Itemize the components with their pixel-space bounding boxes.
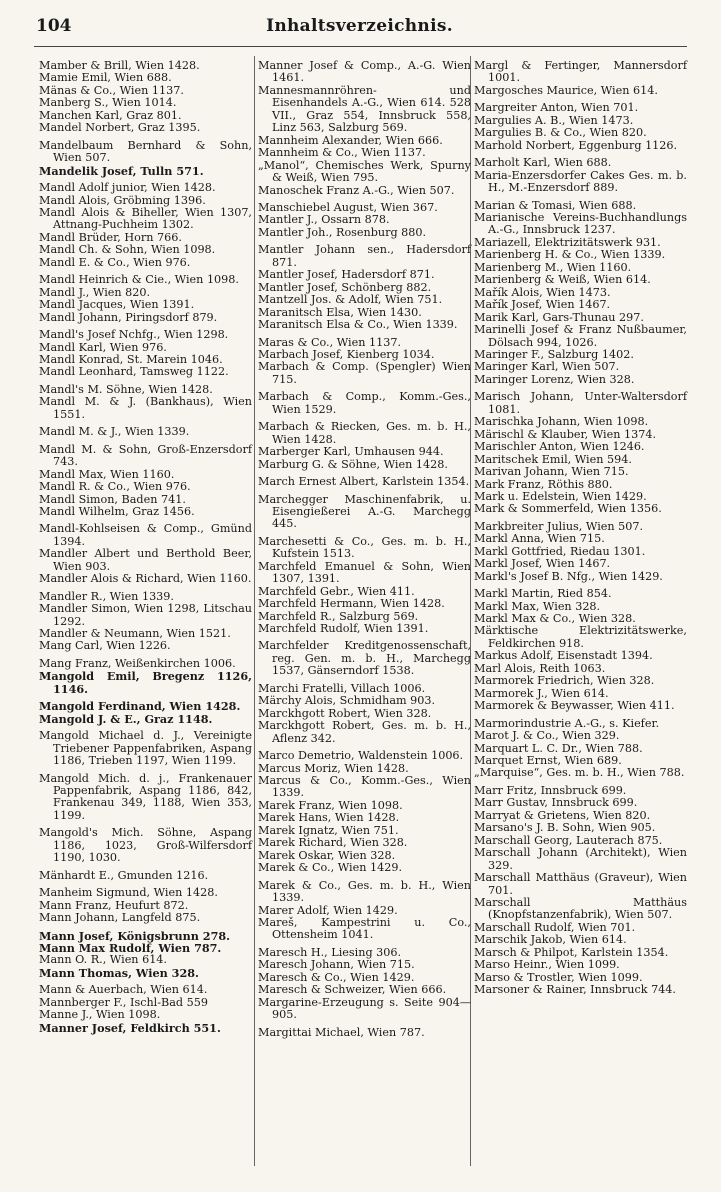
index-entry: Marchfeld Emanuel & Sohn, Wien 1307, 1391. — [258, 559, 471, 586]
index-entry: Mandl's M. Söhne, Wien 1428. — [39, 382, 213, 396]
index-entry: Marchfeld Hermann, Wien 1428. — [258, 597, 445, 611]
index-entry: Marr Fritz, Innsbruck 699. — [474, 783, 627, 797]
index-entry: Mařík Josef, Wien 1467. — [474, 298, 611, 312]
index-entry: Marchi Fratelli, Villach 1006. — [258, 681, 426, 695]
index-entry: Mangold Mich. d. j., Frankenauer Pappenfabrik, Aspang 1186, 842, Frankenau 349, 1188, Wien 353, 1199. — [39, 771, 252, 822]
index-entry: Mang Carl, Wien 1226. — [39, 639, 171, 653]
header-rule — [34, 46, 687, 47]
index-entry: Marsch & Philpot, Karlstein 1354. — [474, 945, 669, 959]
index-entry: Margreiter Anton, Wien 701. — [474, 101, 639, 115]
index-entry: Margulies A. B., Wien 1473. — [474, 113, 634, 127]
index-entry: Märktische Elektrizitätswerke, Feldkirchen 918. — [474, 624, 687, 650]
index-entry: Mantler Joh., Rosenburg 880. — [258, 225, 427, 239]
index-entry: Marco Demetrio, Waldenstein 1006. — [258, 749, 464, 763]
index-entry: Mänas & Co., Wien 1137. — [39, 83, 184, 97]
index-entry: Marchfeld Rudolf, Wien 1391. — [258, 622, 429, 636]
index-entry: Mangold Emil, Bregenz 1126, 1146. — [39, 669, 252, 696]
index-entry: Manschiebel August, Wien 367. — [258, 200, 438, 214]
index-entry: Mandl Alois, Gröbming 1396. — [39, 193, 206, 207]
index-entry: Markbreiter Julius, Wien 507. — [474, 519, 644, 533]
index-entry: Mandl Konrad, St. Marein 1046. — [39, 352, 223, 366]
index-entry: Marisch Johann, Unter-Waltersdorf 1081. — [474, 390, 687, 416]
index-entry: Marienberg M., Wien 1160. — [474, 260, 632, 274]
index-entry: Mann & Auerbach, Wien 614. — [39, 983, 208, 997]
index-entry: Marmorek J., Wien 614. — [474, 686, 609, 700]
index-entry: Marcus Moriz, Wien 1428. — [258, 761, 409, 775]
index-entry: Manberg S., Wien 1014. — [39, 96, 177, 110]
index-entry: Maringer Karl, Wien 507. — [474, 360, 620, 374]
index-entry: Markl Josef, Wien 1467. — [474, 557, 611, 571]
index-entry: Mangold Michael d. J., Vereinigte Triebener Pappenfabriken, Aspang 1186, Trieben 1197, Wien 1199. — [39, 729, 252, 768]
index-entry: Marchfelder Kreditgenossenschaft, reg. Gen. m. b. H., Marchegg 1537, Gänserndorf 1538. — [258, 639, 471, 678]
index-entry: Mandl Heinrich & Cie., Wien 1098. — [39, 273, 239, 287]
index-entry: Margl & Fertinger, Mannersdorf 1001. — [474, 59, 687, 85]
index-entry: March Ernest Albert, Karlstein 1354. — [258, 475, 470, 489]
index-entry: Mänhardt E., Gmunden 1216. — [39, 868, 209, 882]
index-entry: Mandl Leonhard, Tamsweg 1122. — [39, 365, 229, 379]
index-entry: Mann Franz, Heufurt 872. — [39, 898, 189, 912]
index-entry: Mantler Johann sen., Hadersdorf 871. — [258, 243, 471, 269]
index-entry: Marienberg H. & Co., Wien 1339. — [474, 248, 666, 262]
index-entry: Mangold Ferdinand, Wien 1428. — [39, 699, 241, 714]
index-entry: Mantzell Jos. & Adolf, Wien 751. — [258, 293, 443, 307]
index-entry: Mann Johann, Langfeld 875. — [39, 911, 201, 925]
index-entry: Marianische Vereins-Buchhandlungs A.-G., Innsbruck 1237. — [474, 210, 687, 237]
index-entry: Maringer Lorenz, Wien 328. — [474, 372, 635, 386]
index-entry: Marek Richard, Wien 328. — [258, 836, 408, 850]
index-entry: Mandelik Josef, Tulln 571. — [39, 163, 204, 178]
index-entry: Marchegger Maschinenfabrik, u. Eisengießerei A.-G. Marchegg 445. — [258, 492, 471, 531]
index-entry: Marchfeld Gebr., Wien 411. — [258, 584, 415, 598]
index-entry: Märchy Alois, Schmidham 903. — [258, 694, 436, 708]
index-entry: Mannberger F., Ischl-Bad 559 — [39, 995, 208, 1009]
index-entry: Maranitsch Elsa, Wien 1430. — [258, 305, 422, 319]
index-entry: Mandler R., Wien 1339. — [39, 589, 174, 603]
index-entry: Manoschek Franz A.-G., Wien 507. — [258, 183, 455, 197]
index-entry: Mantler Josef, Schönberg 882. — [258, 280, 432, 294]
index-entry: Marso Heinr., Wien 1099. — [474, 958, 620, 972]
index-entry: Marinelli Josef & Franz Nußbaumer, Dölsach 994, 1026. — [474, 323, 687, 349]
index-entry: Mandl Wilhelm, Graz 1456. — [39, 504, 195, 518]
index-entry: Marik Karl, Gars-Thunau 297. — [474, 310, 644, 324]
index-entry: Marhold Norbert, Eggenburg 1126. — [474, 138, 678, 152]
index-entry: Marschall Johann (Architekt), Wien 329. — [474, 846, 687, 872]
index-entry: Marek Hans, Wien 1428. — [258, 811, 400, 825]
index-entry: Mandl's Josef Nchfg., Wien 1298. — [39, 328, 229, 342]
index-entry: Marischler Anton, Wien 1246. — [474, 440, 645, 454]
index-entry: Margosches Maurice, Wien 614. — [474, 83, 658, 97]
index-entry: Mandl Max, Wien 1160. — [39, 467, 175, 481]
index-entry: Mann Thomas, Wien 328. — [39, 965, 199, 980]
index-entry: Mann Josef, Königsbrunn 278. — [39, 928, 231, 943]
index-entry: Marschall Matthäus (Knopfstanzenfabrik), Wien 507. — [474, 896, 687, 922]
index-entry: Maresch Johann, Wien 715. — [258, 958, 415, 972]
index-entry: Manchen Karl, Graz 801. — [39, 108, 182, 122]
index-entry: Marberger Karl, Umhausen 944. — [258, 445, 444, 459]
index-entry: Mandler Alois & Richard, Wien 1160. — [39, 572, 252, 586]
column-divider — [254, 56, 255, 1166]
index-entry: Marryat & Grietens, Wien 820. — [474, 808, 651, 822]
index-entry: Marckhgott Robert, Wien 328. — [258, 706, 432, 720]
index-entry: Mandl J., Wien 820. — [39, 285, 151, 299]
index-entry: Marbach Josef, Kienberg 1034. — [258, 347, 435, 361]
index-entry: Mannheim Alexander, Wien 666. — [258, 133, 443, 147]
index-entry: Marek Ignatz, Wien 751. — [258, 823, 399, 837]
index-entry: Maringer F., Salzburg 1402. — [474, 347, 634, 361]
index-entry: Marso & Trostler, Wien 1099. — [474, 970, 643, 984]
index-entry: Mariazell, Elektrizitätswerk 931. — [474, 235, 661, 249]
index-entry: Margittai Michael, Wien 787. — [258, 1025, 425, 1039]
index-entry: Mařík Alois, Wien 1473. — [474, 285, 611, 299]
index-entry: Mandl Simon, Baden 741. — [39, 492, 186, 506]
page-number: 104 — [36, 16, 72, 36]
index-column-2 — [258, 60, 471, 1039]
index-entry: Mangold J. & E., Graz 1148. — [39, 711, 213, 726]
page-title: Inhaltsverzeichnis. — [266, 16, 453, 36]
index-entry: Manner Josef & Comp., A.-G. Wien 1461. — [258, 59, 471, 85]
index-entry: Marchesetti & Co., Ges. m. b. H., Kufstein 1513. — [258, 534, 471, 561]
index-entry: Mandelbaum Bernhard & Sohn, Wien 507. — [39, 138, 252, 165]
page-header — [36, 16, 683, 46]
index-entry: Marischka Johann, Wien 1098. — [474, 415, 649, 429]
index-entry: Mark u. Edelstein, Wien 1429. — [474, 489, 647, 503]
index-entry: Mandl M. & J., Wien 1339. — [39, 425, 190, 439]
index-entry: Manheim Sigmund, Wien 1428. — [39, 886, 218, 900]
index-entry: Mandler Albert und Berthold Beer, Wien 903. — [39, 547, 252, 573]
index-entry: Marckhgott Robert, Ges. m. b. H., Aflenz 342. — [258, 719, 471, 745]
index-entry: Maritschek Emil, Wien 594. — [474, 452, 632, 466]
index-entry: Marbach & Comp., Komm.-Ges., Wien 1529. — [258, 390, 471, 416]
index-entry: Markl's Josef B. Nfg., Wien 1429. — [474, 569, 663, 583]
index-entry: Mandl Ch. & Sohn, Wien 1098. — [39, 243, 216, 257]
index-entry: Marot J. & Co., Wien 329. — [474, 729, 620, 743]
index-entry: Manner Josef, Feldkirch 551. — [39, 1020, 221, 1035]
index-entry: Marschall Matthäus (Graveur), Wien 701. — [474, 871, 687, 897]
index-entry: Mannesmannröhren- und Eisenhandels A.-G., Wien 614. 528 VII., Graz 554, Innsbruck 558, Linz 563, Salzburg 569. — [258, 83, 471, 135]
index-entry: Marienberg & Weiß, Wien 614. — [474, 273, 651, 287]
index-entry: Marsoner & Rainer, Innsbruck 744. — [474, 983, 676, 997]
index-entry: Mann Max Rudolf, Wien 787. — [39, 941, 222, 955]
index-entry: Marschall Rudolf, Wien 701. — [474, 920, 636, 934]
index-entry: Mangold's Mich. Söhne, Aspang 1186, 1023, Groß-Wilfersdorf 1190, 1030. — [39, 826, 252, 865]
index-column-3 — [474, 60, 687, 997]
index-entry: Mantler J., Ossarn 878. — [258, 213, 390, 227]
index-entry: Marian & Tomasi, Wien 688. — [474, 198, 637, 212]
index-entry: Marmorindustrie A.-G., s. Kiefer. — [474, 716, 660, 730]
index-entry: Marek Franz, Wien 1098. — [258, 798, 403, 812]
index-entry: Manne J., Wien 1098. — [39, 1008, 161, 1022]
index-entry: Marmorek & Beywasser, Wien 411. — [474, 699, 675, 713]
index-entry: Mandl R. & Co., Wien 976. — [39, 480, 191, 494]
index-entry: Marek & Co., Ges. m. b. H., Wien 1339. — [258, 878, 471, 905]
index-entry: Mark Franz, Röthis 880. — [474, 477, 613, 491]
index-entry: Mareš, Kampestrini u. Co., Ottensheim 1041. — [258, 916, 471, 942]
index-entry: Mandl M. & J. (Bankhaus), Wien 1551. — [39, 395, 252, 421]
index-entry: Maresch & Co., Wien 1429. — [258, 970, 415, 984]
index-entry: „Manol“, Chemisches Werk, Spurny & Weiß, Wien 795. — [258, 158, 471, 185]
index-entry: Marmorek Friedrich, Wien 328. — [474, 674, 655, 688]
index-entry: Maras & Co., Wien 1137. — [258, 335, 402, 349]
index-entry: Maria-Enzersdorfer Cakes Ges. m. b. H., M.-Enzersdorf 889. — [474, 168, 687, 195]
index-entry: Marbach & Comp. (Spengler) Wien 715. — [258, 360, 471, 386]
index-entry: Margarine-Erzeugung s. Seite 904—905. — [258, 995, 471, 1022]
index-entry: Mang Franz, Weißenkirchen 1006. — [39, 656, 236, 670]
index-entry: Maranitsch Elsa & Co., Wien 1339. — [258, 318, 458, 332]
index-entry: Mantler Josef, Hadersdorf 871. — [258, 268, 435, 282]
index-entry: Mandl Karl, Wien 976. — [39, 340, 167, 354]
index-entry: Mandel Norbert, Graz 1395. — [39, 121, 201, 135]
index-entry: Marholt Karl, Wien 688. — [474, 156, 612, 170]
index-entry: Markl Max & Co., Wien 328. — [474, 612, 636, 626]
index-entry: Mark & Sommerfeld, Wien 1356. — [474, 502, 662, 516]
index-entry: Marbach & Riecken, Ges. m. b. H., Wien 1428. — [258, 420, 471, 446]
index-entry: Marburg G. & Söhne, Wien 1428. — [258, 457, 448, 471]
index-entry: Mandl Alois & Biheller, Wien 1307, Attnang-Puchheim 1302. — [39, 205, 252, 232]
index-entry: Markl Gottfried, Riedau 1301. — [474, 544, 646, 558]
index-entry: Mamie Emil, Wien 688. — [39, 71, 172, 85]
index-entry: Mandler & Neumann, Wien 1521. — [39, 627, 231, 641]
index-entry: Marsano's J. B. Sohn, Wien 905. — [474, 821, 656, 835]
index-entry: Marek Oskar, Wien 328. — [258, 848, 396, 862]
index-entry: Markl Anna, Wien 715. — [474, 532, 605, 546]
index-entry: Mannheim & Co., Wien 1137. — [258, 146, 426, 160]
index-entry: Marchfeld R., Salzburg 569. — [258, 609, 419, 623]
index-entry: Maresch H., Liesing 306. — [258, 945, 402, 959]
index-entry: Marschall Georg, Lauterach 875. — [474, 833, 663, 847]
index-entry: Mandl Brüder, Horn 766. — [39, 230, 182, 244]
index-entry: Marschik Jakob, Wien 614. — [474, 933, 627, 947]
index-entry: Mann O. R., Wien 614. — [39, 953, 167, 967]
index-entry: Mandl Jacques, Wien 1391. — [39, 298, 195, 312]
index-entry: Mandl-Kohlseisen & Comp., Gmünd 1394. — [39, 522, 252, 548]
index-entry: Marek & Co., Wien 1429. — [258, 861, 403, 875]
index-entry: „Marquise“, Ges. m. b. H., Wien 788. — [474, 766, 685, 780]
index-entry: Marr Gustav, Innsbruck 699. — [474, 796, 638, 810]
index-entry: Mandl Johann, Piringsdorf 879. — [39, 310, 218, 324]
index-entry: Markl Max, Wien 328. — [474, 599, 601, 613]
index-entry: Marivan Johann, Wien 715. — [474, 465, 629, 479]
index-entry: Mandl Adolf junior, Wien 1428. — [39, 181, 216, 195]
index-column-1 — [39, 60, 252, 1034]
index-entry: Markl Martin, Ried 854. — [474, 587, 612, 601]
index-entry: Markus Adolf, Eisenstadt 1394. — [474, 649, 653, 663]
index-entry: Mamber & Brill, Wien 1428. — [39, 59, 200, 72]
index-entry: Mandl E. & Co., Wien 976. — [39, 255, 191, 269]
index-entry: Margulies B. & Co., Wien 820. — [474, 126, 647, 140]
index-entry: Marer Adolf, Wien 1429. — [258, 903, 398, 917]
index-entry: Marl Alois, Reith 1063. — [474, 661, 606, 675]
index-entry: Mandl M. & Sohn, Groß-Enzersdorf 743. — [39, 442, 252, 469]
index-entry: Märischl & Klauber, Wien 1374. — [474, 427, 657, 441]
index-entry: Maresch & Schweizer, Wien 666. — [258, 983, 447, 997]
index-entry: Mandler Simon, Wien 1298, Litschau 1292. — [39, 602, 252, 628]
index-entry: Marquet Ernst, Wien 689. — [474, 754, 622, 768]
index-entry: Marcus & Co., Komm.-Ges., Wien 1339. — [258, 774, 471, 800]
index-entry: Marquart L. C. Dr., Wien 788. — [474, 741, 643, 755]
